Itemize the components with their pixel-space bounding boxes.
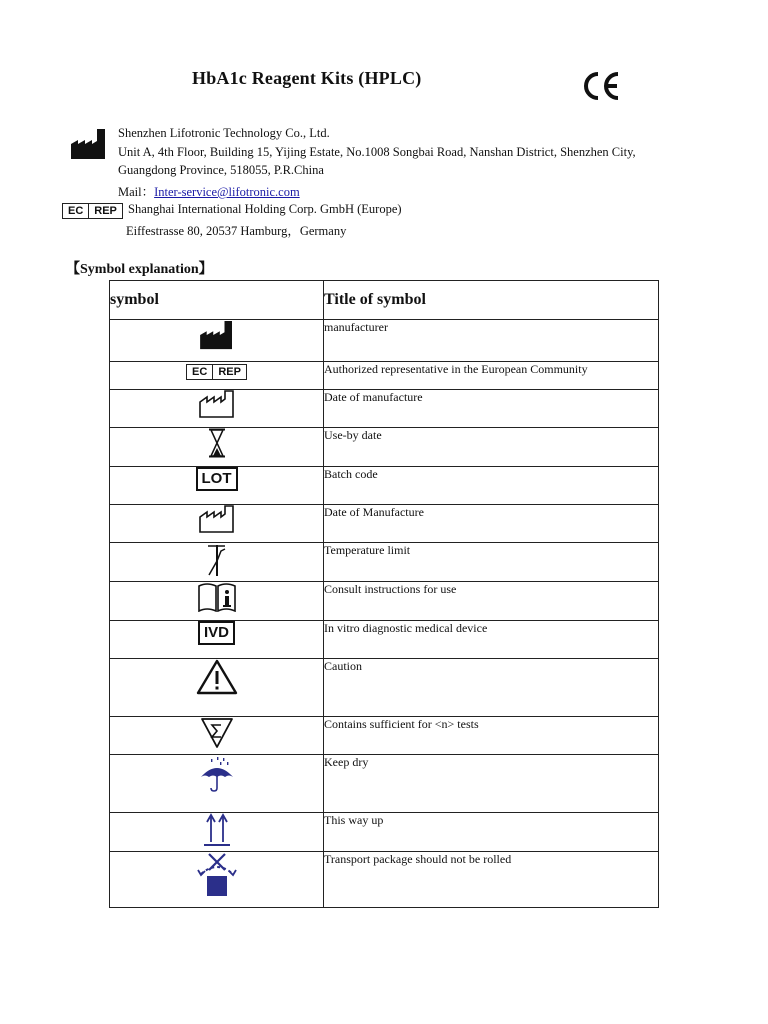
instructions-book-icon <box>197 588 237 605</box>
symbol-title: manufacturer <box>324 320 659 362</box>
table-row <box>110 582 659 621</box>
symbol-table <box>109 280 659 908</box>
ce-mark-icon <box>580 70 622 102</box>
mail-link[interactable]: Inter-service@lifotronic.com <box>154 185 300 199</box>
table-header-row <box>110 281 659 320</box>
symbol-title: This way up <box>324 813 659 852</box>
section-heading: 【Symbol explanation】 <box>66 262 213 277</box>
table-row <box>110 428 659 467</box>
table-row <box>110 467 659 505</box>
table-row <box>110 320 659 362</box>
ec-rep-name: Shanghai International Holding Corp. GmbH (Europe) <box>128 202 402 216</box>
symbol-title: Date of manufacture <box>324 390 659 428</box>
symbol-title: Contains sufficient for <n> tests <box>324 717 659 755</box>
symbol-title: Authorized representative in the European Community <box>324 362 659 390</box>
table-row <box>110 852 659 908</box>
mail-label: Mail： <box>118 185 155 199</box>
lot-icon: LOT <box>196 467 238 491</box>
symbol-title: Caution <box>324 659 659 717</box>
ec-rep-badge-left: EC <box>68 205 84 217</box>
table-row <box>110 362 659 390</box>
manufacturer-address-line2: Guangdong Province, 518055, P.R.China <box>118 163 324 177</box>
table-row <box>110 659 659 717</box>
ec-rep-badge-right: REP <box>88 204 122 218</box>
ivd-icon: IVD <box>198 621 235 645</box>
manufacturer-address-line1: Unit A, 4th Floor, Building 15, Yijing Estate, No.1008 Songbai Road, Nanshan District, Shenzhen City, <box>118 145 636 159</box>
do-not-roll-icon <box>195 866 239 883</box>
warning-triangle-icon <box>196 668 238 685</box>
table-row <box>110 813 659 852</box>
symbol-title: Temperature limit <box>324 543 659 582</box>
table-row <box>110 390 659 428</box>
ec-label: EC <box>192 366 208 378</box>
header-symbol: symbol <box>110 281 324 320</box>
date-of-manufacture-icon <box>199 510 235 527</box>
table-row <box>110 755 659 813</box>
date-of-manufacture-icon <box>199 395 235 412</box>
ec-rep-address: Eiffestrasse 80, 20537 Hamburg，Germany <box>126 224 347 238</box>
table-row <box>110 505 659 543</box>
manufacturer-mail-row <box>118 182 300 200</box>
rep-label: REP <box>212 365 246 379</box>
symbol-title: Keep dry <box>324 755 659 813</box>
umbrella-icon <box>199 765 235 782</box>
manufacturer-name: Shenzhen Lifotronic Technology Co., Ltd. <box>118 126 330 140</box>
ec-rep-badge <box>62 201 123 219</box>
document-title: HbA1c Reagent Kits (HPLC) <box>192 68 422 88</box>
symbol-title: In vitro diagnostic medical device <box>324 621 659 659</box>
sigma-triangle-icon <box>200 724 234 741</box>
hourglass-icon <box>208 434 226 451</box>
factory-icon <box>199 326 235 343</box>
symbol-title: Date of Manufacture <box>324 505 659 543</box>
table-row <box>110 543 659 582</box>
manufacturer-factory-icon <box>70 128 108 160</box>
symbol-title: Batch code <box>324 467 659 505</box>
symbol-title: Consult instructions for use <box>324 582 659 621</box>
symbol-title: Use-by date <box>324 428 659 467</box>
header-title: Title of symbol <box>324 281 659 320</box>
table-row <box>110 717 659 755</box>
symbol-title: Transport package should not be rolled <box>324 852 659 908</box>
this-way-up-icon <box>202 821 232 838</box>
table-row <box>110 621 659 659</box>
ec-rep-icon <box>186 364 247 380</box>
thermometer-icon <box>205 551 229 568</box>
